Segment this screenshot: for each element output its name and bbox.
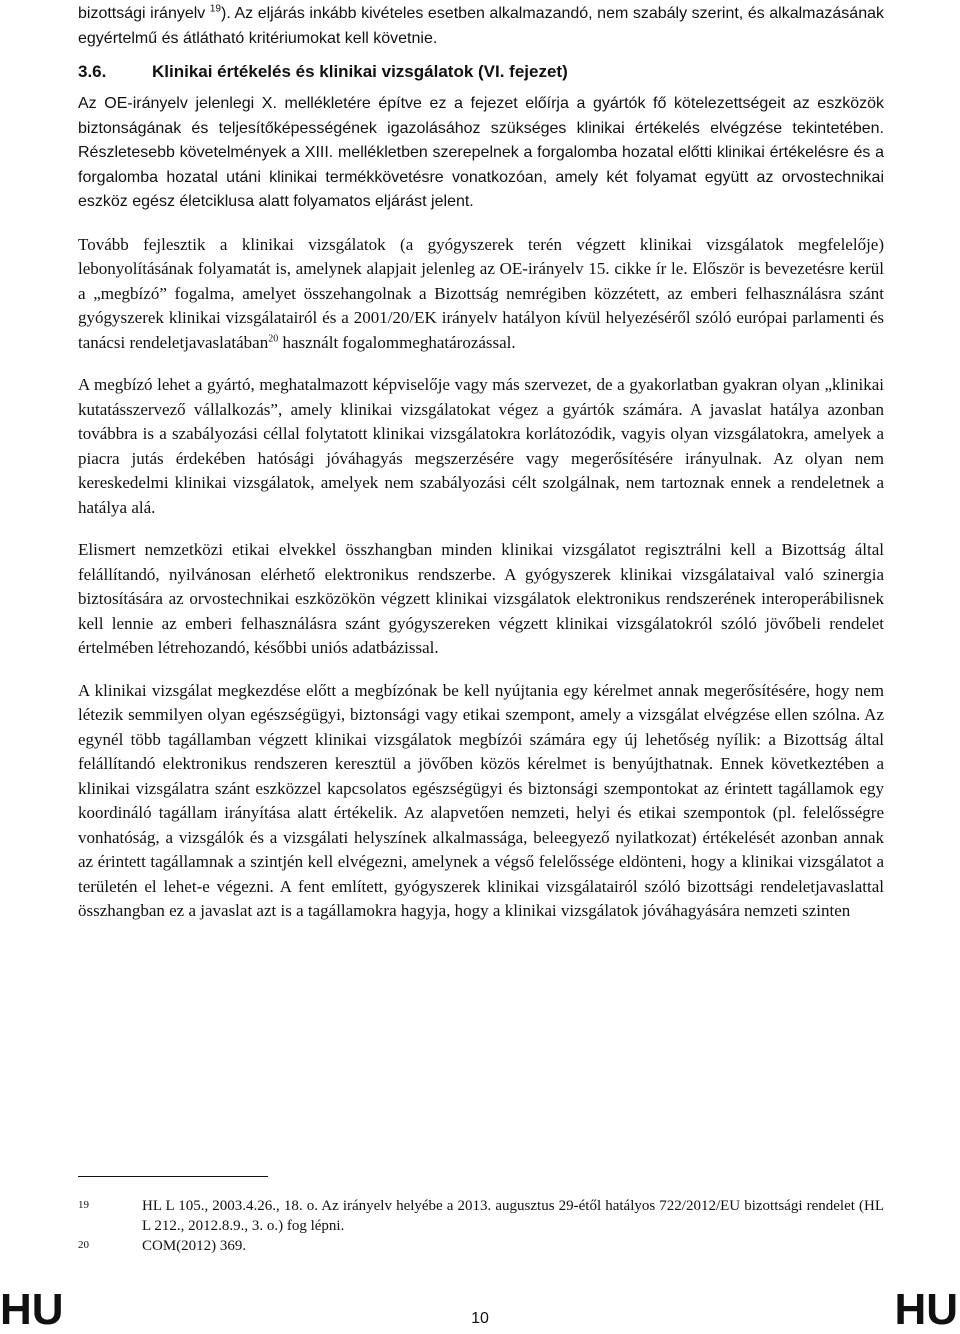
- footnotes: [78, 1196, 884, 1256]
- intro-text-part2: ). Az eljárás inkább kivételes esetben alkalmazandó, nem szabály szerint, és alkalmazásának egyértelmű és átlátható kritériumokat kell követnie.: [78, 5, 885, 47]
- footnote-ref-19[interactable]: 19: [209, 3, 221, 15]
- footnote-20: [78, 1236, 884, 1256]
- paragraph-1: Az OE-irányelv jelenlegi X. mellékletére építve ez a fejezet előírja a gyártók fő kötelezettségeit az eszközök biztonságának és teljesítőképességének igazolásához szükséges klinikai értékelés elvégzése tekintetében. Részletesebb követelmények a XIII. mellékletben szerepelnek a forgalomba hozatal előtti klinikai értékelésre és a forgalomba hozatal utáni klinikai termékkövetésre vonatkozóan, amely két folyamat együtt az orvostechnikai eszköz egész életciklusa alatt folyamatos eljárást jelent.: [78, 95, 884, 210]
- footnote-text: HL L 105., 2003.4.26., 18. o. Az irányelv helyébe a 2013. augusztus 29-étől hatályos 722/2012/EU bizottsági rendelet (HL L 212., 2012.8.9., 3. o.) fog lépni.: [142, 1198, 884, 1234]
- paragraph-3: A megbízó lehet a gyártó, meghatalmazott képviselője vagy más szervezet, de a gyakorlatban gyakran olyan „klinikai kutatásszervező vállalkozás”, amely klinikai vizsgálatokat végez a gyártók számára. A javaslat hatálya azonban továbbra is a szabályozási céllal folytatott klinikai vizsgálatokra korlátozódik, vagyis olyan vizsgálatokra, amelyek a piacra jutás érdekében hatósági jóváhagyás megszerzésére vagy megerősítésére irányulnak. Az olyan nem kereskedelmi klinikai vizsgálatok, amelyek nem szabályozási célt szolgálnak, nem tartoznak ennek a rendeletnek a hatálya alá.: [78, 375, 884, 517]
- paragraph-5: A klinikai vizsgálat megkezdése előtt a megbízónak be kell nyújtania egy kérelmet annak megerősítésére, hogy nem létezik semmilyen olyan egészségügyi, biztonsági vagy etikai szempont, amely a vizsgálat elvégzése ellen szólna. Az egynél több tagállamban végzett klinikai vizsgálatok megbízói számára egy új lehetőség nyílik: a Bizottság által felállítandó elektronikus rendszeren keresztül a jövőben közös kérelmet is benyújthatnak. Ennek következtében a klinikai vizsgálatra szánt eszközzel kapcsolatos egészségügyi és biztonsági szempontokat az érintett tagállamok egy koordináló tagállam irányítása alatt értékelik. Az alapvetően nemzeti, helyi és etikai szempontok (pl. felelősségre vonhatóság, a vizsgálók és a vizsgálati helyszínek alkalmassága, beleegyező nyilatkozat) értékelését azonban annak az érintett tagállamnak a szintjén kell elvégezni, amelynek a végső felelőssége eldönteni, hogy a klinikai vizsgálatot a területén el lehet-e végezni. A fent említett, gyógyszerek klinikai vizsgálatairól szóló bizottsági rendeletjavaslattal összhangban ez a javaslat azt is a tagállamokra hagyja, hogy a klinikai vizsgálatok jóváhagyására nemzeti szinten: [78, 680, 884, 920]
- page-number: 10: [471, 1310, 489, 1327]
- section-number: 3.6.: [78, 62, 107, 81]
- paragraph-4: Elismert nemzetközi etikai elvekkel összhangban minden klinikai vizsgálatot regisztrálni kell a Bizottság által felállítandó, nyilvánosan elérhető elektronikus rendszerbe. A gyógyszerek klinikai vizsgálataival való szinergia biztosítására az orvostechnikai eszközökön végzett klinikai vizsgálatok elektronikus rendszerének interoperábilisnek kell lennie az emberi felhasználásra szánt gyógyszereken végzett klinikai vizsgálatokról szóló jövőbeli rendelet értelmében létrehozandó, későbbi uniós adatbázissal.: [78, 540, 884, 657]
- intro-paragraph: [78, 2, 884, 51]
- footnote-text: COM(2012) 369.: [142, 1238, 247, 1254]
- intro-text-part1: bizottsági irányelv: [78, 5, 206, 22]
- section-title: Klinikai értékelés és klinikai vizsgálatok (VI. fejezet): [152, 62, 568, 81]
- page-content: [78, 2, 884, 924]
- footnote-number: 20: [78, 1239, 89, 1251]
- language-code-right: HU: [894, 1285, 958, 1334]
- paragraph-2-text-b: használt fogalommeghatározással.: [278, 332, 516, 352]
- footnote-19: [78, 1196, 884, 1236]
- footnote-separator: [78, 1176, 268, 1177]
- footnote-ref-20[interactable]: 20: [268, 332, 279, 344]
- section-heading: [78, 62, 884, 82]
- footnote-number: 19: [78, 1199, 89, 1211]
- paragraph-2: [78, 233, 884, 356]
- language-code-left: HU: [0, 1285, 64, 1334]
- paragraph-2-text-a: Tovább fejlesztik a klinikai vizsgálatok (a gyógyszerek terén végzett klinikai vizsgálatok megfelelője) lebonyolításának folyamatát is, amelynek alapjait jelenleg az OE-irányelv 15. cikke ír le. Először is bevezetésre kerül a „megbízó” fogalma, amelyet összehangolnak a Bizottság nemrégiben közzétett, az emberi felhasználásra szánt gyógyszerek klinikai vizsgálatairól és a 2001/20/EK irányelv hatályon kívül helyezéséről szóló európai parlamenti és tanácsi rendeletjavaslatában: [78, 234, 884, 352]
